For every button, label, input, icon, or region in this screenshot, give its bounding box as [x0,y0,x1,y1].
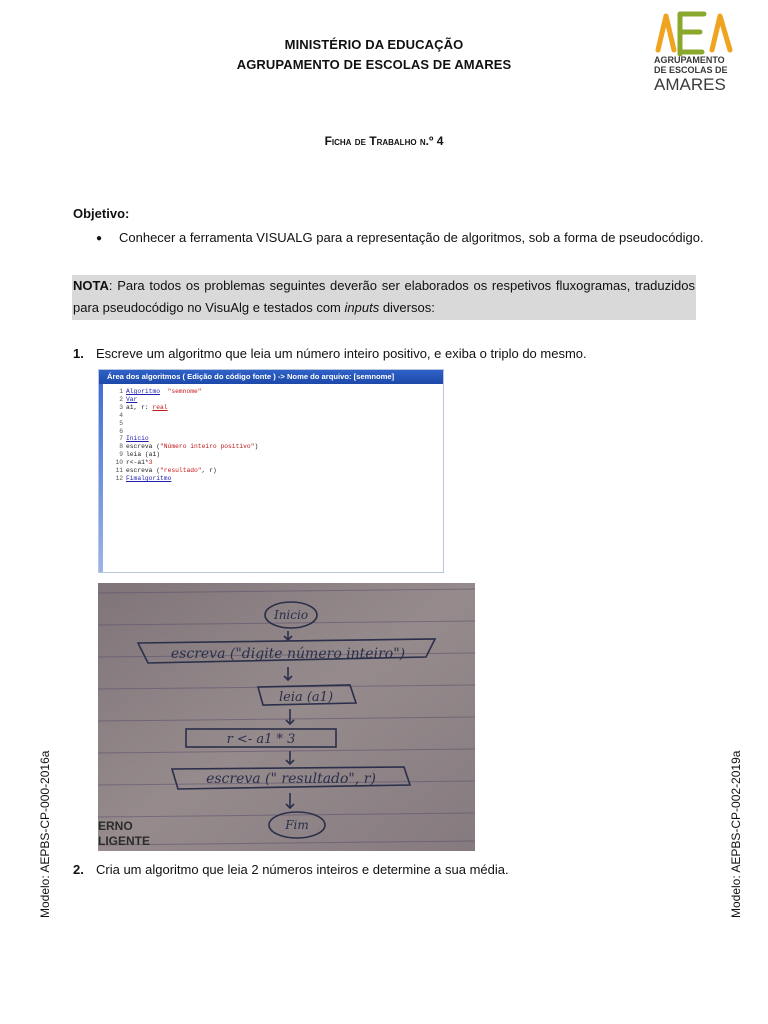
code-token: 3 [148,459,153,467]
right-model-label: Modelo: AEPBS-CP-002-2019a [729,750,743,918]
read-label: leia (a1) [278,690,334,705]
code-token: Fimalgoritmo [126,474,172,482]
code-line [107,428,258,436]
code-token: real [152,403,168,411]
end-label: Fim [285,818,309,832]
code-line [107,475,258,483]
code-line-number: 10 [115,459,123,467]
code-token: a1, r: [126,403,153,411]
flowchart-drawing [98,583,475,851]
code-token [160,388,168,395]
note-text-1: : Para todos os problemas seguintes deverão ser elaborados os respetivos fluxogramas, traduzidos [108,278,695,293]
code-editor-screenshot [98,369,444,573]
code-line [107,412,258,420]
objective-heading: Objetivo: [73,206,130,221]
note-line-2 [73,297,695,319]
flowchart-photo [98,583,475,851]
code-line [107,388,258,396]
logo-line-2: DE ESCOLAS DE [654,65,728,75]
code-line-number: 9 [119,451,123,459]
note-label: NOTA [73,278,109,293]
code-line-number: 4 [119,411,123,419]
code-editor-title: Área dos algoritmos ( Edição do código fonte ) -> Nome do arquivo: [semnome] [99,370,443,384]
code-line [107,396,258,404]
sheet-title: Ficha de Trabalho n.º 4 [324,134,444,148]
write-2-label: escreva (" resultado", r) [206,771,376,787]
objective-bullet: ● [96,233,103,244]
code-token: escreva ( [126,467,161,475]
question-2-number: 2. [73,862,84,877]
code-line [107,420,258,428]
code-token: Var [126,395,138,403]
code-token: escreva ( [126,443,161,451]
code-line-number: 3 [119,403,123,411]
code-token: "Número inteiro positivo" [160,443,255,451]
process-label: r <- a1 * 3 [226,732,296,747]
watermark-line-1: ERNO [98,819,133,833]
write-1-label: escreva ("digite número inteiro") [170,646,406,662]
code-token: Inicio [126,435,149,443]
code-line [107,459,258,467]
code-line-number: 7 [119,435,123,443]
logo-line-1: AGRUPAMENTO [654,55,725,65]
code-line [107,451,258,459]
start-label: Inicio [273,608,309,622]
ministry-heading: MINISTÉRIO DA EDUCAÇÃO [284,37,464,52]
code-token: "resultado" [160,467,202,475]
note-text-2b: inputs [344,300,380,315]
question-1-text: Escreve um algoritmo que leia um número inteiro positivo, e exiba o triplo do mesmo. [96,346,587,361]
code-token: "semnome" [167,388,202,395]
code-line-number: 6 [119,427,123,435]
question-2-text: Cria um algoritmo que leia 2 números inteiros e determine a sua média. [96,862,509,877]
code-line [107,443,258,451]
objective-item: Conhecer a ferramenta VISUALG para a representação de algoritmos, sob a forma de pseudocódigo. [119,230,704,245]
code-token: ) [254,443,259,451]
code-line-number: 8 [119,443,123,451]
code-line [107,404,258,412]
note-box [72,275,696,320]
code-token: Algoritmo [126,388,161,395]
school-heading: AGRUPAMENTO DE ESCOLAS DE AMARES [236,57,512,72]
left-model-label: Modelo: AEPBS-CP-000-2016a [38,750,52,918]
logo-line-3: AMARES [654,75,726,94]
note-text-2a: para pseudocódigo no VisuAlg e testados com [73,300,345,315]
code-token: r<-a1* [126,459,149,467]
code-line-number: 12 [115,474,123,482]
school-logo [644,10,744,94]
code-line [107,435,258,443]
watermark-line-2: LIGENTE [98,834,151,848]
code-token: , r) [201,467,217,475]
code-lines [107,388,258,483]
note-line-1 [73,275,695,297]
question-1-number: 1. [73,346,84,361]
code-token: leia (a1) [126,451,161,459]
note-text-2c: diversos: [379,300,435,315]
code-line [107,467,258,475]
code-line-number: 2 [119,395,123,403]
code-line-number: 1 [119,388,123,395]
code-line-number: 5 [119,419,123,427]
code-line-number: 11 [115,467,123,475]
